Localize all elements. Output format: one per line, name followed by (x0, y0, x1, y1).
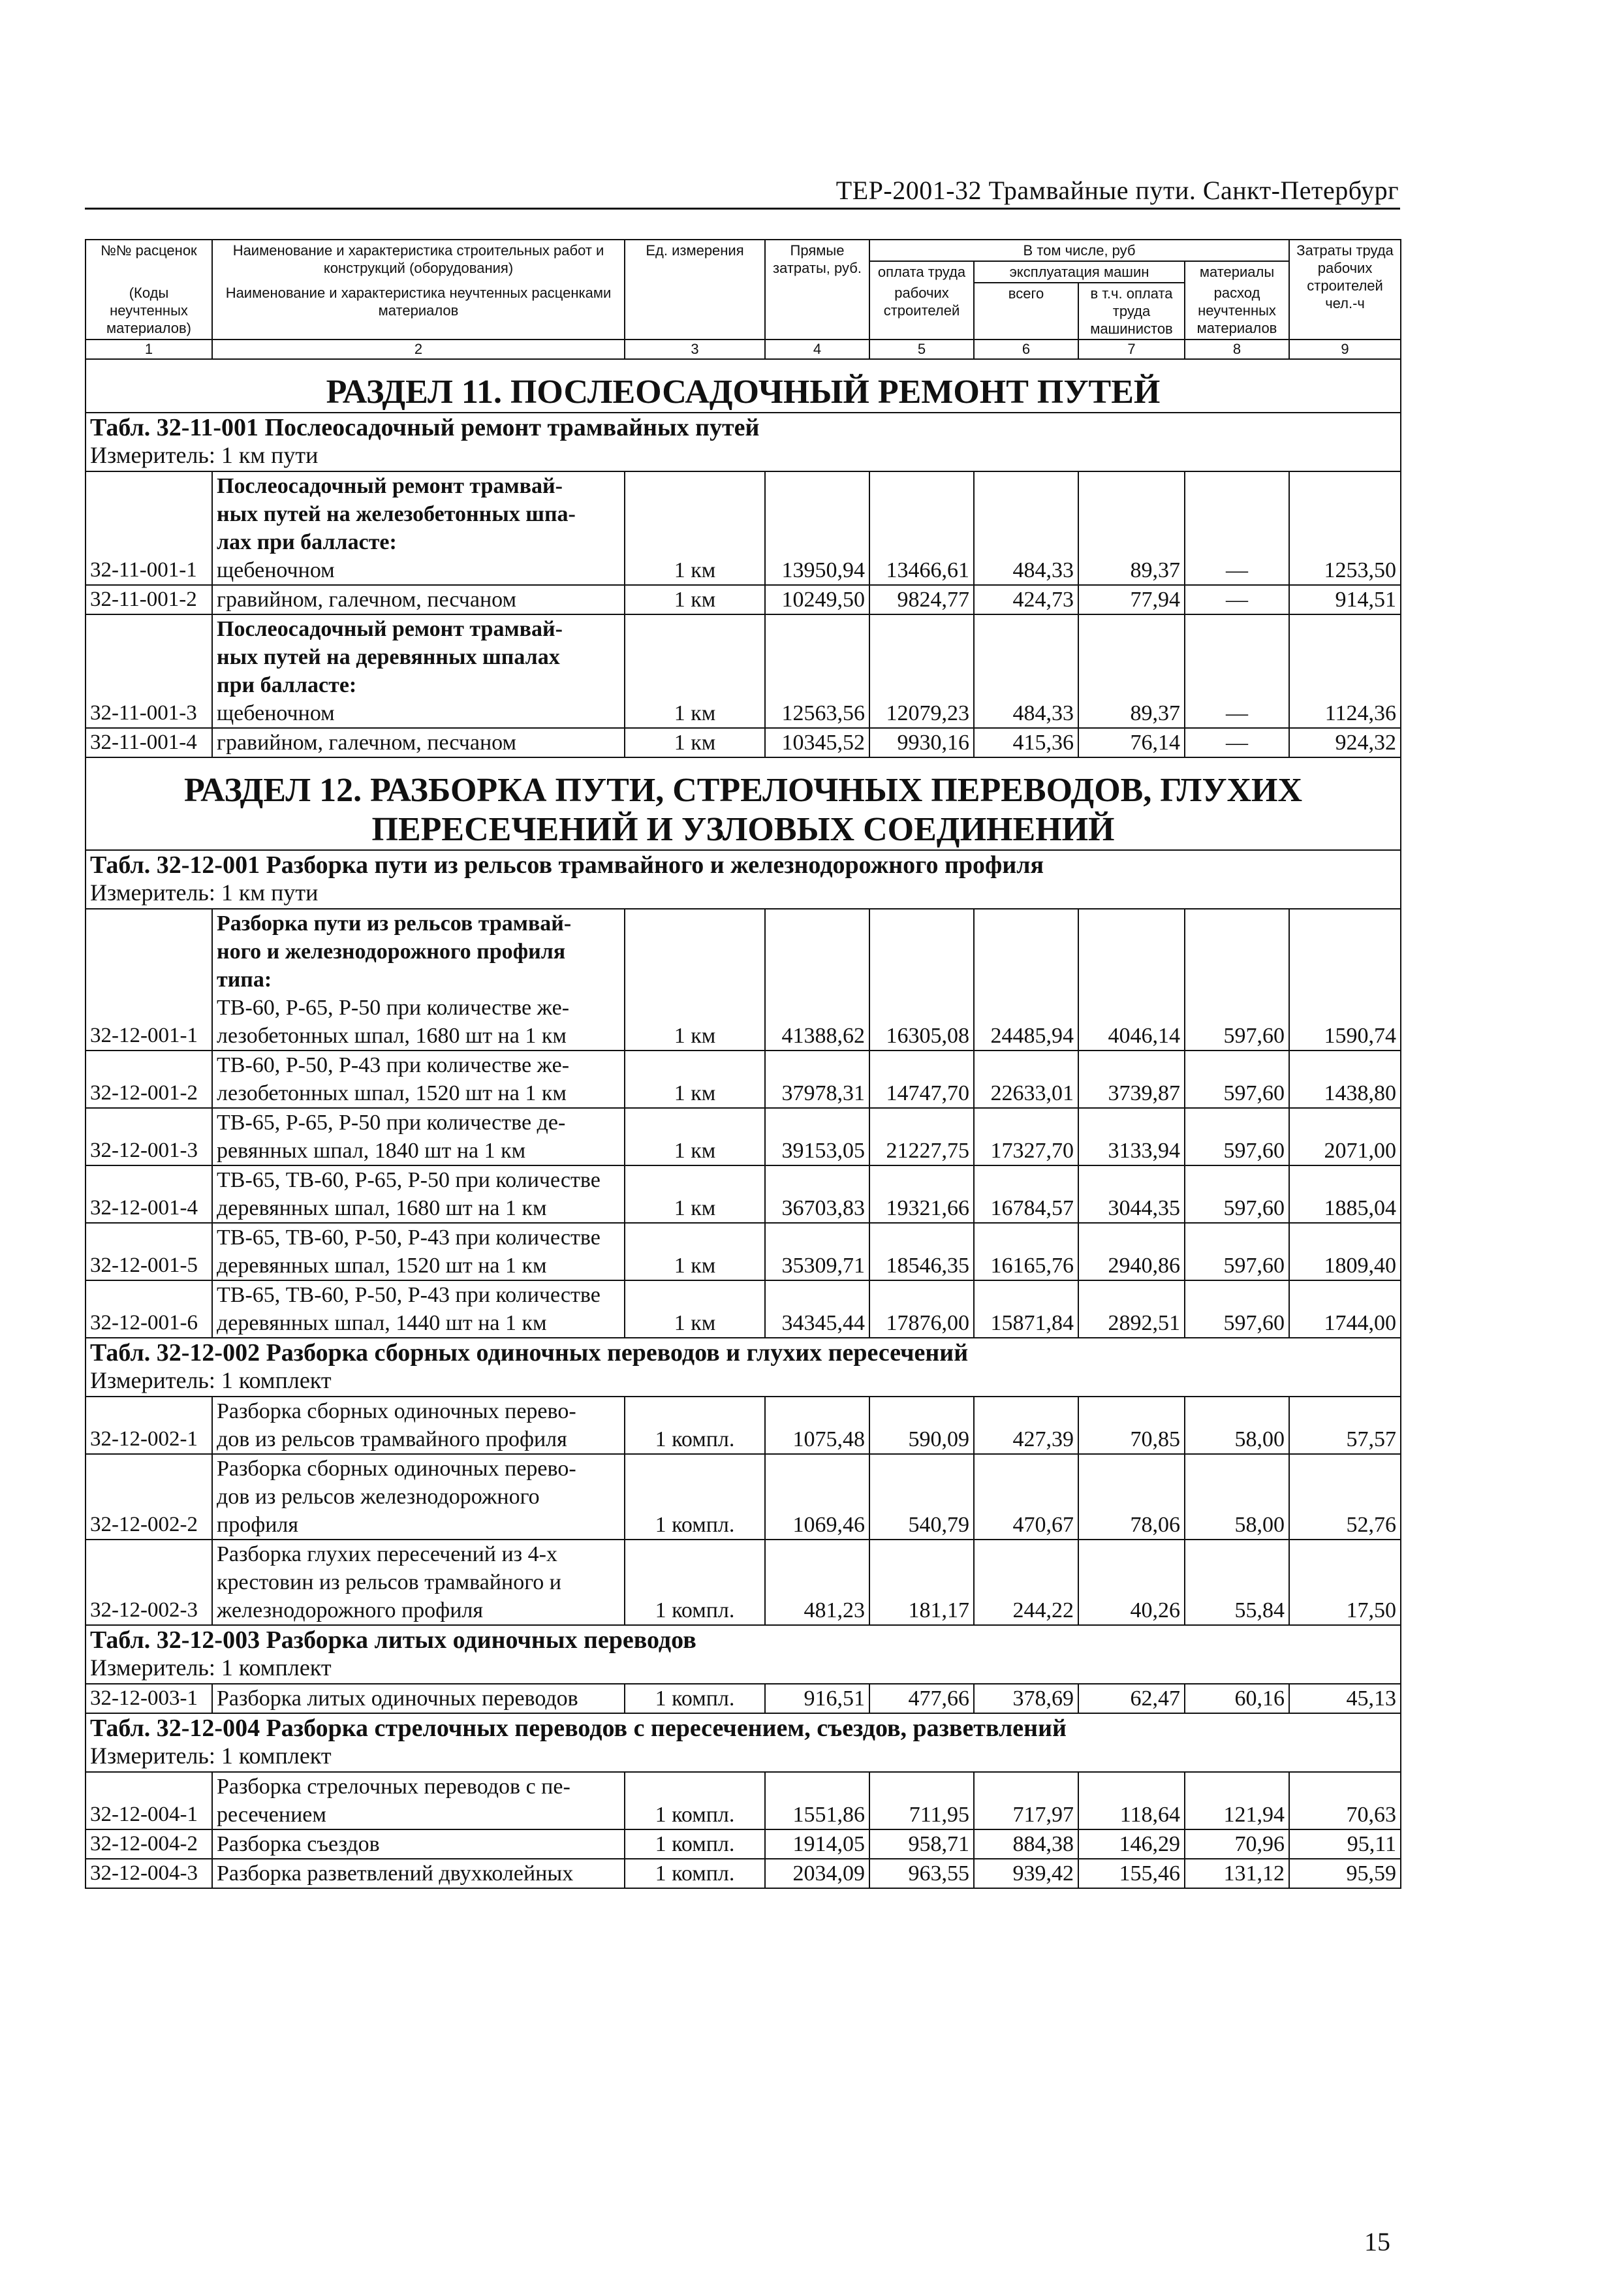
labor-hours: 1885,04 (1289, 1165, 1401, 1223)
labor-cost: 958,71 (869, 1829, 974, 1859)
work-name-line: гравийном, галечном, песчаном (217, 731, 517, 755)
work-name (212, 1051, 625, 1108)
labor-cost: 14747,70 (869, 1051, 974, 1108)
labor-hours: 45,13 (1289, 1684, 1401, 1713)
group-heading-line: Послеосадочный ремонт трамвай- (217, 617, 563, 641)
direct-cost: 1914,05 (765, 1829, 869, 1859)
operator-labor-cost: 89,37 (1078, 471, 1185, 585)
rate-code: 32-12-004-1 (86, 1772, 212, 1829)
table-row (86, 1223, 1401, 1280)
work-name-line: лезобетонных шпал, 1520 шт на 1 км (217, 1081, 567, 1105)
work-name (212, 1540, 625, 1625)
labor-cost: 12079,23 (869, 614, 974, 728)
work-name-line: Разборка сборных одиночных перево- (217, 1399, 576, 1423)
labor-hours: 95,59 (1289, 1859, 1401, 1888)
unit: 1 км (625, 1108, 765, 1165)
materials-cost: 597,60 (1185, 1108, 1289, 1165)
operator-labor-cost: 77,94 (1078, 585, 1185, 614)
table-measure: Измеритель: 1 комплект (90, 1654, 332, 1681)
rate-code: 32-12-004-3 (86, 1859, 212, 1888)
section-title-line: РАЗДЕЛ 12. РАЗБОРКА ПУТИ, СТРЕЛОЧНЫХ ПЕРЕВОДОВ, ГЛУХИХ (183, 772, 1303, 809)
col-number: 3 (625, 340, 765, 359)
col-header-materials: материалы (1185, 261, 1289, 283)
work-name (212, 1829, 625, 1859)
labor-cost: 9930,16 (869, 728, 974, 757)
machine-cost: 484,33 (974, 471, 1078, 585)
direct-cost: 481,23 (765, 1540, 869, 1625)
materials-cost: — (1185, 614, 1289, 728)
machine-cost: 15871,84 (974, 1280, 1078, 1338)
materials-cost: 58,00 (1185, 1454, 1289, 1540)
table-title: Табл. 32-12-002 Разборка сборных одиночных переводов и глухих пересечений (90, 1339, 969, 1367)
table-body (86, 359, 1401, 1888)
section-title-line: ПЕРЕСЕЧЕНИЙ И УЗЛОВЫХ СОЕДИНЕНИЙ (371, 811, 1115, 848)
col-header-machines: эксплуатация машин (974, 261, 1185, 283)
labor-cost: 18546,35 (869, 1223, 974, 1280)
labor-cost: 17876,00 (869, 1280, 974, 1338)
materials-cost: 60,16 (1185, 1684, 1289, 1713)
rate-code: 32-12-002-1 (86, 1397, 212, 1454)
rate-code: 32-11-001-4 (86, 728, 212, 757)
table-measure: Измеритель: 1 км пути (90, 879, 319, 906)
table-title: Табл. 32-12-001 Разборка пути из рельсов трамвайного и железнодорожного профиля (90, 851, 1044, 879)
subtable-caption (86, 850, 1401, 909)
unit: 1 км (625, 1051, 765, 1108)
unit: 1 компл. (625, 1772, 765, 1829)
materials-cost: 597,60 (1185, 1280, 1289, 1338)
work-name-line: ресечением (217, 1803, 326, 1827)
work-name-line: Разборка литых одиночных переводов (217, 1686, 578, 1711)
direct-cost: 1069,46 (765, 1454, 869, 1540)
work-name (212, 471, 625, 585)
col-number: 9 (1289, 340, 1401, 359)
operator-labor-cost: 89,37 (1078, 614, 1185, 728)
work-name-line: Разборка разветвлений двухколейных (217, 1861, 574, 1886)
table-row (86, 1397, 1401, 1454)
machine-cost: 717,97 (974, 1772, 1078, 1829)
table-row (86, 1684, 1401, 1713)
labor-hours: 70,63 (1289, 1772, 1401, 1829)
operator-labor-cost: 3044,35 (1078, 1165, 1185, 1223)
rate-code: 32-12-002-2 (86, 1454, 212, 1540)
materials-cost: 121,94 (1185, 1772, 1289, 1829)
work-name (212, 728, 625, 757)
labor-hours: 1590,74 (1289, 909, 1401, 1051)
work-name (212, 909, 625, 1051)
materials-cost: 58,00 (1185, 1397, 1289, 1454)
operator-labor-cost: 76,14 (1078, 728, 1185, 757)
rate-code: 32-12-003-1 (86, 1684, 212, 1713)
labor-hours: 1744,00 (1289, 1280, 1401, 1338)
group-heading-line: лах при балласте: (217, 530, 397, 554)
group-heading-line: ных путей на деревянных шпалах (217, 645, 560, 669)
col-number: 4 (765, 340, 869, 359)
machine-cost: 427,39 (974, 1397, 1078, 1454)
work-name-line: ТВ-65, ТВ-60, Р-65, Р-50 при количестве (217, 1168, 601, 1192)
work-name (212, 1397, 625, 1454)
subtable-title-row (86, 850, 1401, 909)
price-table (85, 239, 1401, 1889)
table-row (86, 1165, 1401, 1223)
unit: 1 компл. (625, 1397, 765, 1454)
direct-cost: 35309,71 (765, 1223, 869, 1280)
labor-cost: 13466,61 (869, 471, 974, 585)
col-header-hours: Затраты труда рабочих строителей чел.-ч (1289, 240, 1401, 340)
direct-cost: 12563,56 (765, 614, 869, 728)
operator-labor-cost: 70,85 (1078, 1397, 1185, 1454)
unit: 1 км (625, 471, 765, 585)
rate-code: 32-12-001-6 (86, 1280, 212, 1338)
work-name (212, 1280, 625, 1338)
rate-code: 32-12-001-4 (86, 1165, 212, 1223)
work-name-line: крестовин из рельсов трамвайного и (217, 1570, 561, 1594)
direct-cost: 13950,94 (765, 471, 869, 585)
table-measure: Измеритель: 1 комплект (90, 1743, 332, 1769)
machine-cost: 484,33 (974, 614, 1078, 728)
section-block (86, 757, 1401, 850)
work-name-line: ТВ-65, ТВ-60, Р-50, Р-43 при количестве (217, 1226, 601, 1250)
materials-cost: 597,60 (1185, 1223, 1289, 1280)
col-number: 2 (212, 340, 625, 359)
operator-labor-cost: 78,06 (1078, 1454, 1185, 1540)
work-name (212, 1772, 625, 1829)
work-name-line: гравийном, галечном, песчаном (217, 588, 517, 612)
work-name-line: ревянных шпал, 1840 шт на 1 км (217, 1139, 526, 1163)
col-number: 6 (974, 340, 1078, 359)
col-header-direct: Прямые затраты, руб. (765, 240, 869, 340)
work-name (212, 585, 625, 614)
machine-cost: 424,73 (974, 585, 1078, 614)
col-header-unaccounted-name: Наименование и характеристика неучтенных расценками материалов (212, 283, 625, 340)
group-heading-line: Послеосадочный ремонт трамвай- (217, 474, 563, 498)
work-name-line: дов из рельсов железнодорожного (217, 1485, 540, 1509)
unit: 1 компл. (625, 1454, 765, 1540)
section-title (90, 758, 1396, 849)
work-name (212, 1859, 625, 1888)
work-name-line: ТВ-60, Р-50, Р-43 при количестве же- (217, 1053, 570, 1077)
rate-code: 32-12-001-3 (86, 1108, 212, 1165)
col-header-machines-total: всего (974, 283, 1078, 340)
machine-cost: 22633,01 (974, 1051, 1078, 1108)
table-title: Табл. 32-12-003 Разборка литых одиночных переводов (90, 1626, 696, 1654)
materials-cost: 70,96 (1185, 1829, 1289, 1859)
unit: 1 компл. (625, 1859, 765, 1888)
materials-cost: — (1185, 471, 1289, 585)
work-name-line: дов из рельсов трамвайного профиля (217, 1427, 567, 1451)
table-row (86, 1540, 1401, 1625)
direct-cost: 10345,52 (765, 728, 869, 757)
labor-cost: 963,55 (869, 1859, 974, 1888)
labor-cost: 181,17 (869, 1540, 974, 1625)
rate-code: 32-12-001-1 (86, 909, 212, 1051)
rate-code: 32-11-001-1 (86, 471, 212, 585)
labor-cost: 711,95 (869, 1772, 974, 1829)
materials-cost: 597,60 (1185, 1165, 1289, 1223)
labor-hours: 1809,40 (1289, 1223, 1401, 1280)
work-name-line: ТВ-65, Р-65, Р-50 при количестве де- (217, 1111, 566, 1135)
unit: 1 компл. (625, 1540, 765, 1625)
col-number: 1 (86, 340, 212, 359)
work-name-line: Разборка стрелочных переводов с пе- (217, 1775, 570, 1799)
work-name-line: железнодорожного профиля (217, 1598, 484, 1622)
machine-cost: 17327,70 (974, 1108, 1078, 1165)
work-name-line: деревянных шпал, 1520 шт на 1 км (217, 1254, 547, 1278)
work-name-line: Разборка глухих пересечений из 4-х (217, 1542, 557, 1566)
direct-cost: 2034,09 (765, 1859, 869, 1888)
materials-cost: — (1185, 585, 1289, 614)
machine-cost: 470,67 (974, 1454, 1078, 1540)
labor-cost: 477,66 (869, 1684, 974, 1713)
labor-hours: 924,32 (1289, 728, 1401, 757)
materials-cost: 597,60 (1185, 909, 1289, 1051)
labor-hours: 17,50 (1289, 1540, 1401, 1625)
subtable-title-row (86, 1338, 1401, 1397)
work-name-line: деревянных шпал, 1680 шт на 1 км (217, 1196, 547, 1220)
unit: 1 компл. (625, 1684, 765, 1713)
table-title: Табл. 32-12-004 Разборка стрелочных переводов с пересечением, съездов, разветвлений (90, 1715, 1067, 1742)
col-header-unaccounted-codes: (Коды неучтенных материалов) (86, 283, 212, 340)
labor-hours: 1438,80 (1289, 1051, 1401, 1108)
subtable-caption (86, 1713, 1401, 1772)
labor-hours: 1253,50 (1289, 471, 1401, 585)
subtable-title-row (86, 1625, 1401, 1684)
operator-labor-cost: 62,47 (1078, 1684, 1185, 1713)
direct-cost: 37978,31 (765, 1051, 869, 1108)
section-block (86, 359, 1401, 413)
materials-cost: 597,60 (1185, 1051, 1289, 1108)
labor-hours: 1124,36 (1289, 614, 1401, 728)
materials-cost: 131,12 (1185, 1859, 1289, 1888)
table-row (86, 1454, 1401, 1540)
direct-cost: 41388,62 (765, 909, 869, 1051)
work-name-line: Разборка съездов (217, 1832, 380, 1856)
operator-labor-cost: 155,46 (1078, 1859, 1185, 1888)
rate-code: 32-12-002-3 (86, 1540, 212, 1625)
machine-cost: 24485,94 (974, 909, 1078, 1051)
unit: 1 км (625, 909, 765, 1051)
table-row (86, 1829, 1401, 1859)
labor-cost: 590,09 (869, 1397, 974, 1454)
group-heading-line: ного и железнодорожного профиля (217, 940, 566, 964)
page-number: 15 (1364, 2227, 1390, 2256)
col-header-machines-operators: в т.ч. оплата труда машинистов (1078, 283, 1185, 340)
labor-cost: 16305,08 (869, 909, 974, 1051)
group-heading-line: при балласте: (217, 673, 357, 697)
table-row (86, 728, 1401, 757)
section-title: РАЗДЕЛ 11. ПОСЛЕОСАДОЧНЫЙ РЕМОНТ ПУТЕЙ (326, 373, 1161, 411)
work-name-line: щебеночном (217, 701, 335, 725)
operator-labor-cost: 3133,94 (1078, 1108, 1185, 1165)
table-row (86, 1108, 1401, 1165)
table-row (86, 1859, 1401, 1888)
table-row (86, 909, 1401, 1051)
col-header-name: Наименование и характеристика строительных работ и конструкций (оборудования) (212, 240, 625, 283)
unit: 1 компл. (625, 1829, 765, 1859)
section-row (86, 359, 1401, 413)
table-row (86, 471, 1401, 585)
unit: 1 км (625, 585, 765, 614)
direct-cost: 1551,86 (765, 1772, 869, 1829)
labor-cost: 540,79 (869, 1454, 974, 1540)
direct-cost: 916,51 (765, 1684, 869, 1713)
rate-code: 32-12-001-2 (86, 1051, 212, 1108)
work-name (212, 1684, 625, 1713)
table-row (86, 1051, 1401, 1108)
machine-cost: 415,36 (974, 728, 1078, 757)
work-name-line: профиля (217, 1513, 299, 1537)
work-name (212, 1454, 625, 1540)
work-name-line: ТВ-60, Р-65, Р-50 при количестве же- (217, 996, 570, 1020)
operator-labor-cost: 4046,14 (1078, 909, 1185, 1051)
col-number: 8 (1185, 340, 1289, 359)
work-name (212, 1108, 625, 1165)
direct-cost: 1075,48 (765, 1397, 869, 1454)
labor-cost: 19321,66 (869, 1165, 974, 1223)
section-row (86, 757, 1401, 850)
work-name (212, 1223, 625, 1280)
subtable-title-row (86, 413, 1401, 471)
direct-cost: 39153,05 (765, 1108, 869, 1165)
labor-cost: 21227,75 (869, 1108, 974, 1165)
work-name-line: деревянных шпал, 1440 шт на 1 км (217, 1311, 547, 1335)
rate-code: 32-12-001-5 (86, 1223, 212, 1280)
direct-cost: 34345,44 (765, 1280, 869, 1338)
unit: 1 км (625, 1280, 765, 1338)
machine-cost: 244,22 (974, 1540, 1078, 1625)
subtable-caption (86, 1338, 1401, 1397)
table-row (86, 1772, 1401, 1829)
col-header-unit: Ед. измерения (625, 240, 765, 340)
table-measure: Измеритель: 1 км пути (90, 442, 319, 468)
work-name (212, 1165, 625, 1223)
labor-cost: 9824,77 (869, 585, 974, 614)
operator-labor-cost: 146,29 (1078, 1829, 1185, 1859)
rate-code: 32-11-001-3 (86, 614, 212, 728)
machine-cost: 16784,57 (974, 1165, 1078, 1223)
group-heading-line: Разборка пути из рельсов трамвай- (217, 911, 572, 936)
labor-hours: 2071,00 (1289, 1108, 1401, 1165)
unit: 1 км (625, 1223, 765, 1280)
materials-cost: — (1185, 728, 1289, 757)
machine-cost: 884,38 (974, 1829, 1078, 1859)
col-header-labor-workers: рабочих строителей (869, 283, 974, 340)
table-row (86, 1280, 1401, 1338)
work-name-line: Разборка сборных одиночных перево- (217, 1457, 576, 1481)
work-name (212, 614, 625, 728)
work-name-line: щебеночном (217, 558, 335, 582)
work-name-line: лезобетонных шпал, 1680 шт на 1 км (217, 1024, 567, 1048)
table-title: Табл. 32-11-001 Послеосадочный ремонт трамвайных путей (90, 414, 760, 441)
col-header-labor: оплата труда (869, 261, 974, 283)
col-header-codes: №№ расценок (86, 240, 212, 283)
operator-labor-cost: 2940,86 (1078, 1223, 1185, 1280)
labor-hours: 52,76 (1289, 1454, 1401, 1540)
operator-labor-cost: 2892,51 (1078, 1280, 1185, 1338)
direct-cost: 36703,83 (765, 1165, 869, 1223)
col-header-unaccounted-consumption: расход неучтенных материалов (1185, 283, 1289, 340)
subtable-caption (86, 1625, 1401, 1684)
col-header-group: В том числе, руб (869, 240, 1289, 261)
operator-labor-cost: 40,26 (1078, 1540, 1185, 1625)
group-heading-line: типа: (217, 968, 272, 992)
rate-code: 32-12-004-2 (86, 1829, 212, 1859)
subtable-title-row (86, 1713, 1401, 1772)
work-name-line: ТВ-65, ТВ-60, Р-50, Р-43 при количестве (217, 1283, 601, 1307)
operator-labor-cost: 118,64 (1078, 1772, 1185, 1829)
operator-labor-cost: 3739,87 (1078, 1051, 1185, 1108)
unit: 1 км (625, 614, 765, 728)
materials-cost: 55,84 (1185, 1540, 1289, 1625)
col-number: 7 (1078, 340, 1185, 359)
direct-cost: 10249,50 (765, 585, 869, 614)
col-number: 5 (869, 340, 974, 359)
machine-cost: 378,69 (974, 1684, 1078, 1713)
rate-code: 32-11-001-2 (86, 585, 212, 614)
group-heading-line: ных путей на железобетонных шпа- (217, 502, 576, 526)
header-rule (85, 208, 1400, 210)
labor-hours: 57,57 (1289, 1397, 1401, 1454)
subtable-caption (86, 413, 1401, 471)
machine-cost: 16165,76 (974, 1223, 1078, 1280)
unit: 1 км (625, 1165, 765, 1223)
table-header (86, 240, 1401, 359)
machine-cost: 939,42 (974, 1859, 1078, 1888)
table-row (86, 614, 1401, 728)
table-row (86, 585, 1401, 614)
labor-hours: 914,51 (1289, 585, 1401, 614)
document-header: ТЕР-2001-32 Трамвайные пути. Санкт-Петербург (835, 176, 1399, 205)
unit: 1 км (625, 728, 765, 757)
table-measure: Измеритель: 1 комплект (90, 1367, 332, 1393)
labor-hours: 95,11 (1289, 1829, 1401, 1859)
